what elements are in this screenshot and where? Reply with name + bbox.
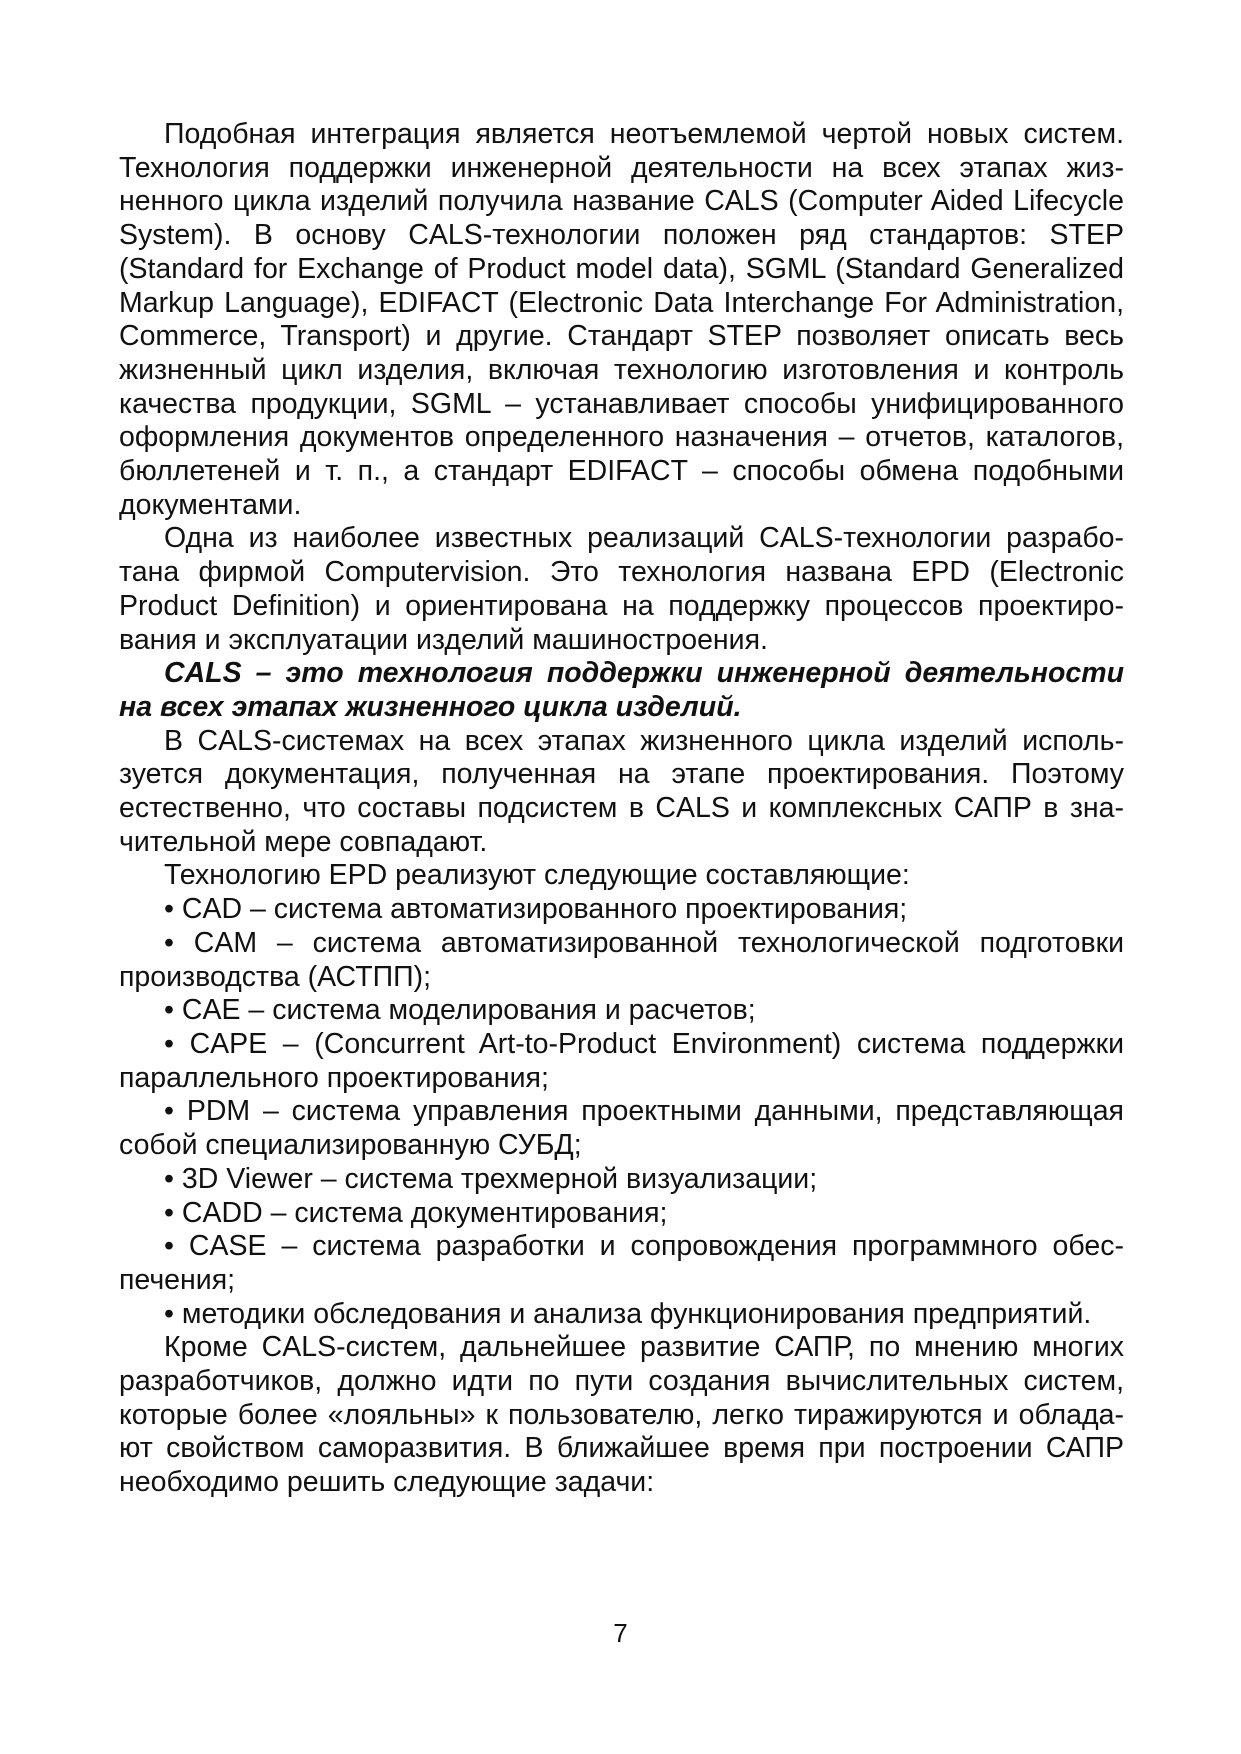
bullet-icon: • bbox=[164, 1196, 174, 1229]
paragraph-computervision: Одна из наиболее известных реализаций CALS-технологии разработана фирмой Computervision. Это технология названа EPD (Electronic Product Definition) и ориентирована на поддержку процессов проектирования и эксплуатации изделий машиностроения. bbox=[119, 522, 1124, 656]
page-body bbox=[119, 118, 1124, 1500]
bullet-icon: • bbox=[164, 893, 174, 926]
list-item-text: CAE – система моделирования и расчетов; bbox=[181, 994, 756, 1027]
cals-definition: CALS – это технология поддержки инженерной деятельности на всех этапах жизненного цикла изделий. bbox=[119, 657, 1124, 723]
list-item-text: PDM – система управления проектными данными, представляющая собой специализированную СУБД; bbox=[119, 1095, 1124, 1162]
list-item bbox=[119, 1197, 1124, 1231]
paragraph-epd-components: Технологию EPD реализуют следующие составляющие: bbox=[164, 859, 910, 892]
list-item bbox=[119, 1163, 1124, 1197]
list-item bbox=[119, 1028, 1124, 1095]
bullet-icon: • bbox=[164, 1230, 174, 1263]
list-item bbox=[119, 1095, 1124, 1162]
paragraph-cals-systems: В CALS-системах на всех этапах жизненного цикла изделий используется документация, полученная на этапе проектирования. Поэтому естественно, что составы подсистем в CALS и комплексных САПР в значительной мере совпадают. bbox=[119, 724, 1124, 858]
paragraph-integration: Подобная интеграция является неотъемлемой чертой новых систем. Технология поддержки инженерной деятельности на всех этапах жизненного цикла изделий получила название CALS (Computer Aided Lifecycle System). В основу CALS-технологии положен ряд стандартов: STEP (Standard for Exchange of Product model data), SGML (Standard Generalized Markup Language), EDIFACT (Electronic Data Interchange For Administration, Commerce, Transport) и другие. Стандарт STEP позволяет описать весь жизненный цикл изделия, включая технологию изготовления и контроль качества продукции, SGML – устанавливает способы унифицированного оформления документов определенного назначения – отчетов, каталогов, бюллетеней и т. п., а стандарт EDIFACT – способы обмена подобными документами. bbox=[119, 118, 1124, 521]
list-item-text: CAPE – (Concurrent Art-to-Product Environment) система поддержки параллельного проектирования; bbox=[119, 1027, 1124, 1094]
list-item bbox=[119, 893, 1124, 927]
list-item-text: методики обследования и анализа функционирования предприятий. bbox=[181, 1297, 1092, 1330]
bullet-icon: • bbox=[164, 1297, 174, 1330]
epd-components-list bbox=[119, 893, 1124, 1331]
bullet-icon: • bbox=[164, 926, 174, 959]
list-item-text: CASE – система разработки и сопровождения программного обеспечения; bbox=[119, 1230, 1125, 1296]
list-item-text: 3D Viewer – система трехмерной визуализации; bbox=[181, 1162, 818, 1195]
page-number: 7 bbox=[613, 1618, 628, 1648]
bullet-icon: • bbox=[164, 994, 174, 1027]
list-item bbox=[119, 1230, 1124, 1297]
list-item-text: CAM – система автоматизированной технологической подготовки производства (АСТПП); bbox=[119, 926, 1124, 993]
list-item bbox=[119, 994, 1124, 1028]
list-item bbox=[119, 1298, 1124, 1332]
list-item-text: CADD – система документирования; bbox=[181, 1196, 668, 1229]
list-item bbox=[119, 927, 1124, 994]
bullet-icon: • bbox=[164, 1095, 174, 1128]
list-item-text: CAD – система автоматизированного проектирования; bbox=[181, 893, 908, 926]
bullet-icon: • bbox=[164, 1027, 174, 1060]
bullet-icon: • bbox=[164, 1162, 174, 1195]
paragraph-future-development: Кроме CALS-систем, дальнейшее развитие САПР, по мнению многих разработчиков, должно идти по пути создания вычислительных систем, которые более «лояльны» к пользователю, легко тиражируются и обладают свойством саморазвития. В ближайшее время при построении САПР необходимо решить следующие задачи: bbox=[119, 1331, 1124, 1499]
